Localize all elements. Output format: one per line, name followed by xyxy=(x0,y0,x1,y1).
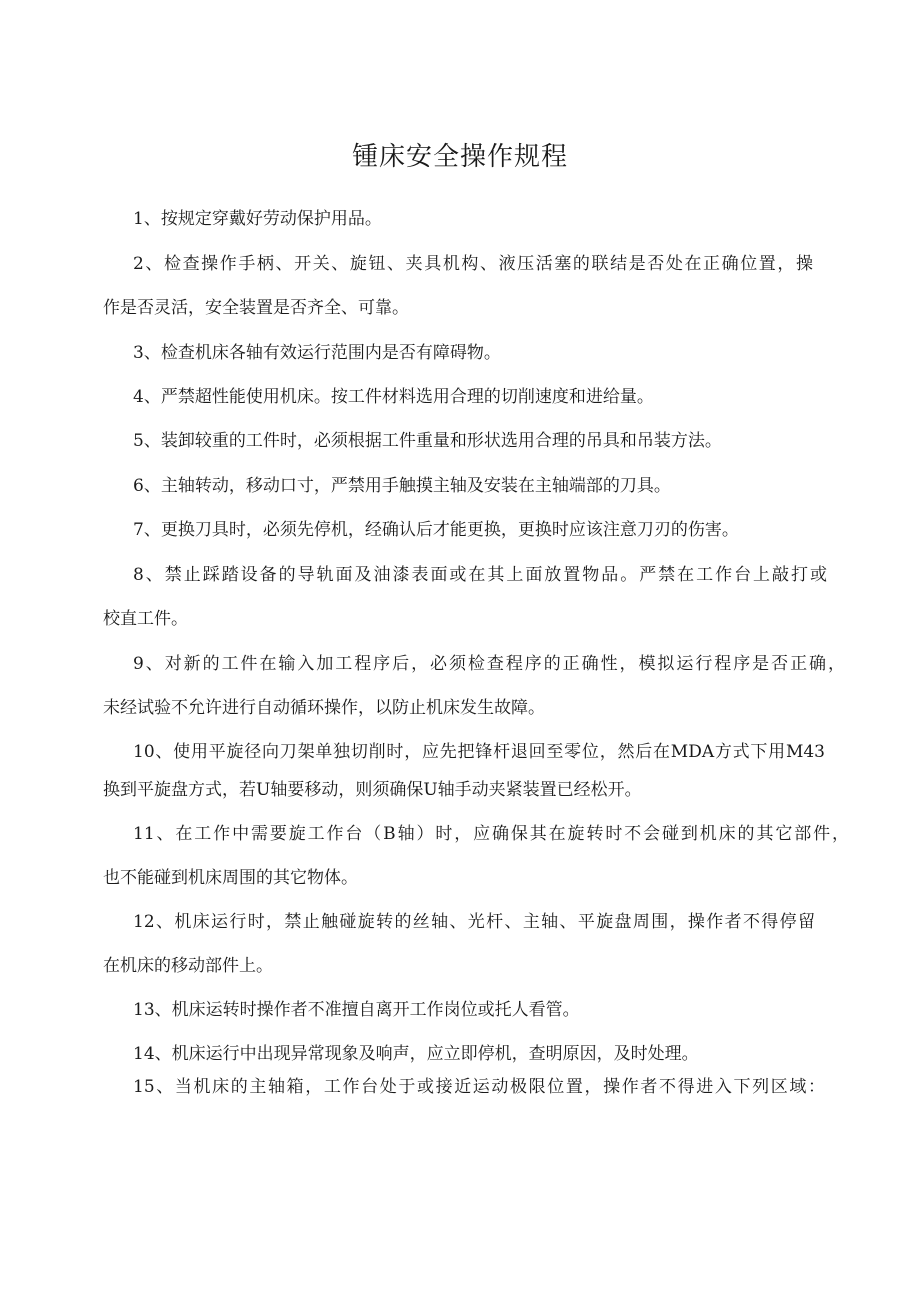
rule-6-line-1: 6、主轴转动，移动口寸，严禁用手触摸主轴及安装在主轴端部的刀具。 xyxy=(133,476,671,496)
rule-13-line-1: 13、机床运转时操作者不准擅自离开工作岗位或托人看管。 xyxy=(133,1000,580,1020)
rule-2-line-2: 作是否灵活，安全装置是否齐全、可靠。 xyxy=(103,298,409,318)
rule-2-line-1: 2、检查操作手柄、开关、旋钮、夹具机构、液压活塞的联结是否处在正确位置，操 xyxy=(133,254,813,274)
rule-8-line-1: 8、禁止踩踏设备的导轨面及油漆表面或在其上面放置物品。严禁在工作台上敲打或 xyxy=(133,565,827,585)
document-title: 锺床安全操作规程 xyxy=(351,142,568,172)
rule-12-line-1: 12、机床运行时，禁止触碰旋转的丝轴、光杆、主轴、平旋盘周围，操作者不得停留 xyxy=(133,912,815,932)
rule-4-line-1: 4、严禁超性能使用机床。按工件材料选用合理的切削速度和进给量。 xyxy=(133,387,654,407)
rule-7-line-1: 7、更换刀具时，必须先停机，经确认后才能更换，更换时应该注意刀刃的伤害。 xyxy=(133,520,739,540)
rule-3-line-1: 3、检查机床各轴有效运行范围内是否有障碍物。 xyxy=(133,343,501,363)
rule-11-line-2: 也不能碰到机床周围的其它物体。 xyxy=(103,868,358,888)
rule-1-line-1: 1、按规定穿戴好劳动保护用品。 xyxy=(133,209,382,229)
rule-10-line-2: 换到平旋盘方式，若U轴要移动，则须确保U轴手动夹紧装置已经松开。 xyxy=(103,780,642,800)
rule-10-line-1: 10、使用平旋径向刀架单独切削时，应先把锋杆退回至零位，然后在MDA方式下用M43 xyxy=(133,742,825,762)
rule-9-line-2: 未经试验不允许进行自动循环操作，以防止机床发生故障。 xyxy=(103,698,545,718)
rule-8-line-2: 校直工件。 xyxy=(103,609,188,629)
rule-15-line-1: 15、当机床的主轴箱，工作台处于或接近运动极限位置，操作者不得进入下列区域： xyxy=(133,1077,825,1097)
rule-9-line-1: 9、对新的工件在输入加工程序后，必须检查程序的正确性，模拟运行程序是否正确， xyxy=(133,654,845,674)
rule-12-line-2: 在机床的移动部件上。 xyxy=(103,956,273,976)
rule-5-line-1: 5、装卸较重的工件时，必须根据工件重量和形状选用合理的吊具和吊装方法。 xyxy=(133,431,722,451)
rule-11-line-1: 11、在工作中需要旋工作台（B轴）时，应确保其在旋转时不会碰到机床的其它部件， xyxy=(133,824,849,844)
rule-14-line-1: 14、机床运行中出现异常现象及响声，应立即停机，查明原因，及时处理。 xyxy=(133,1044,699,1064)
